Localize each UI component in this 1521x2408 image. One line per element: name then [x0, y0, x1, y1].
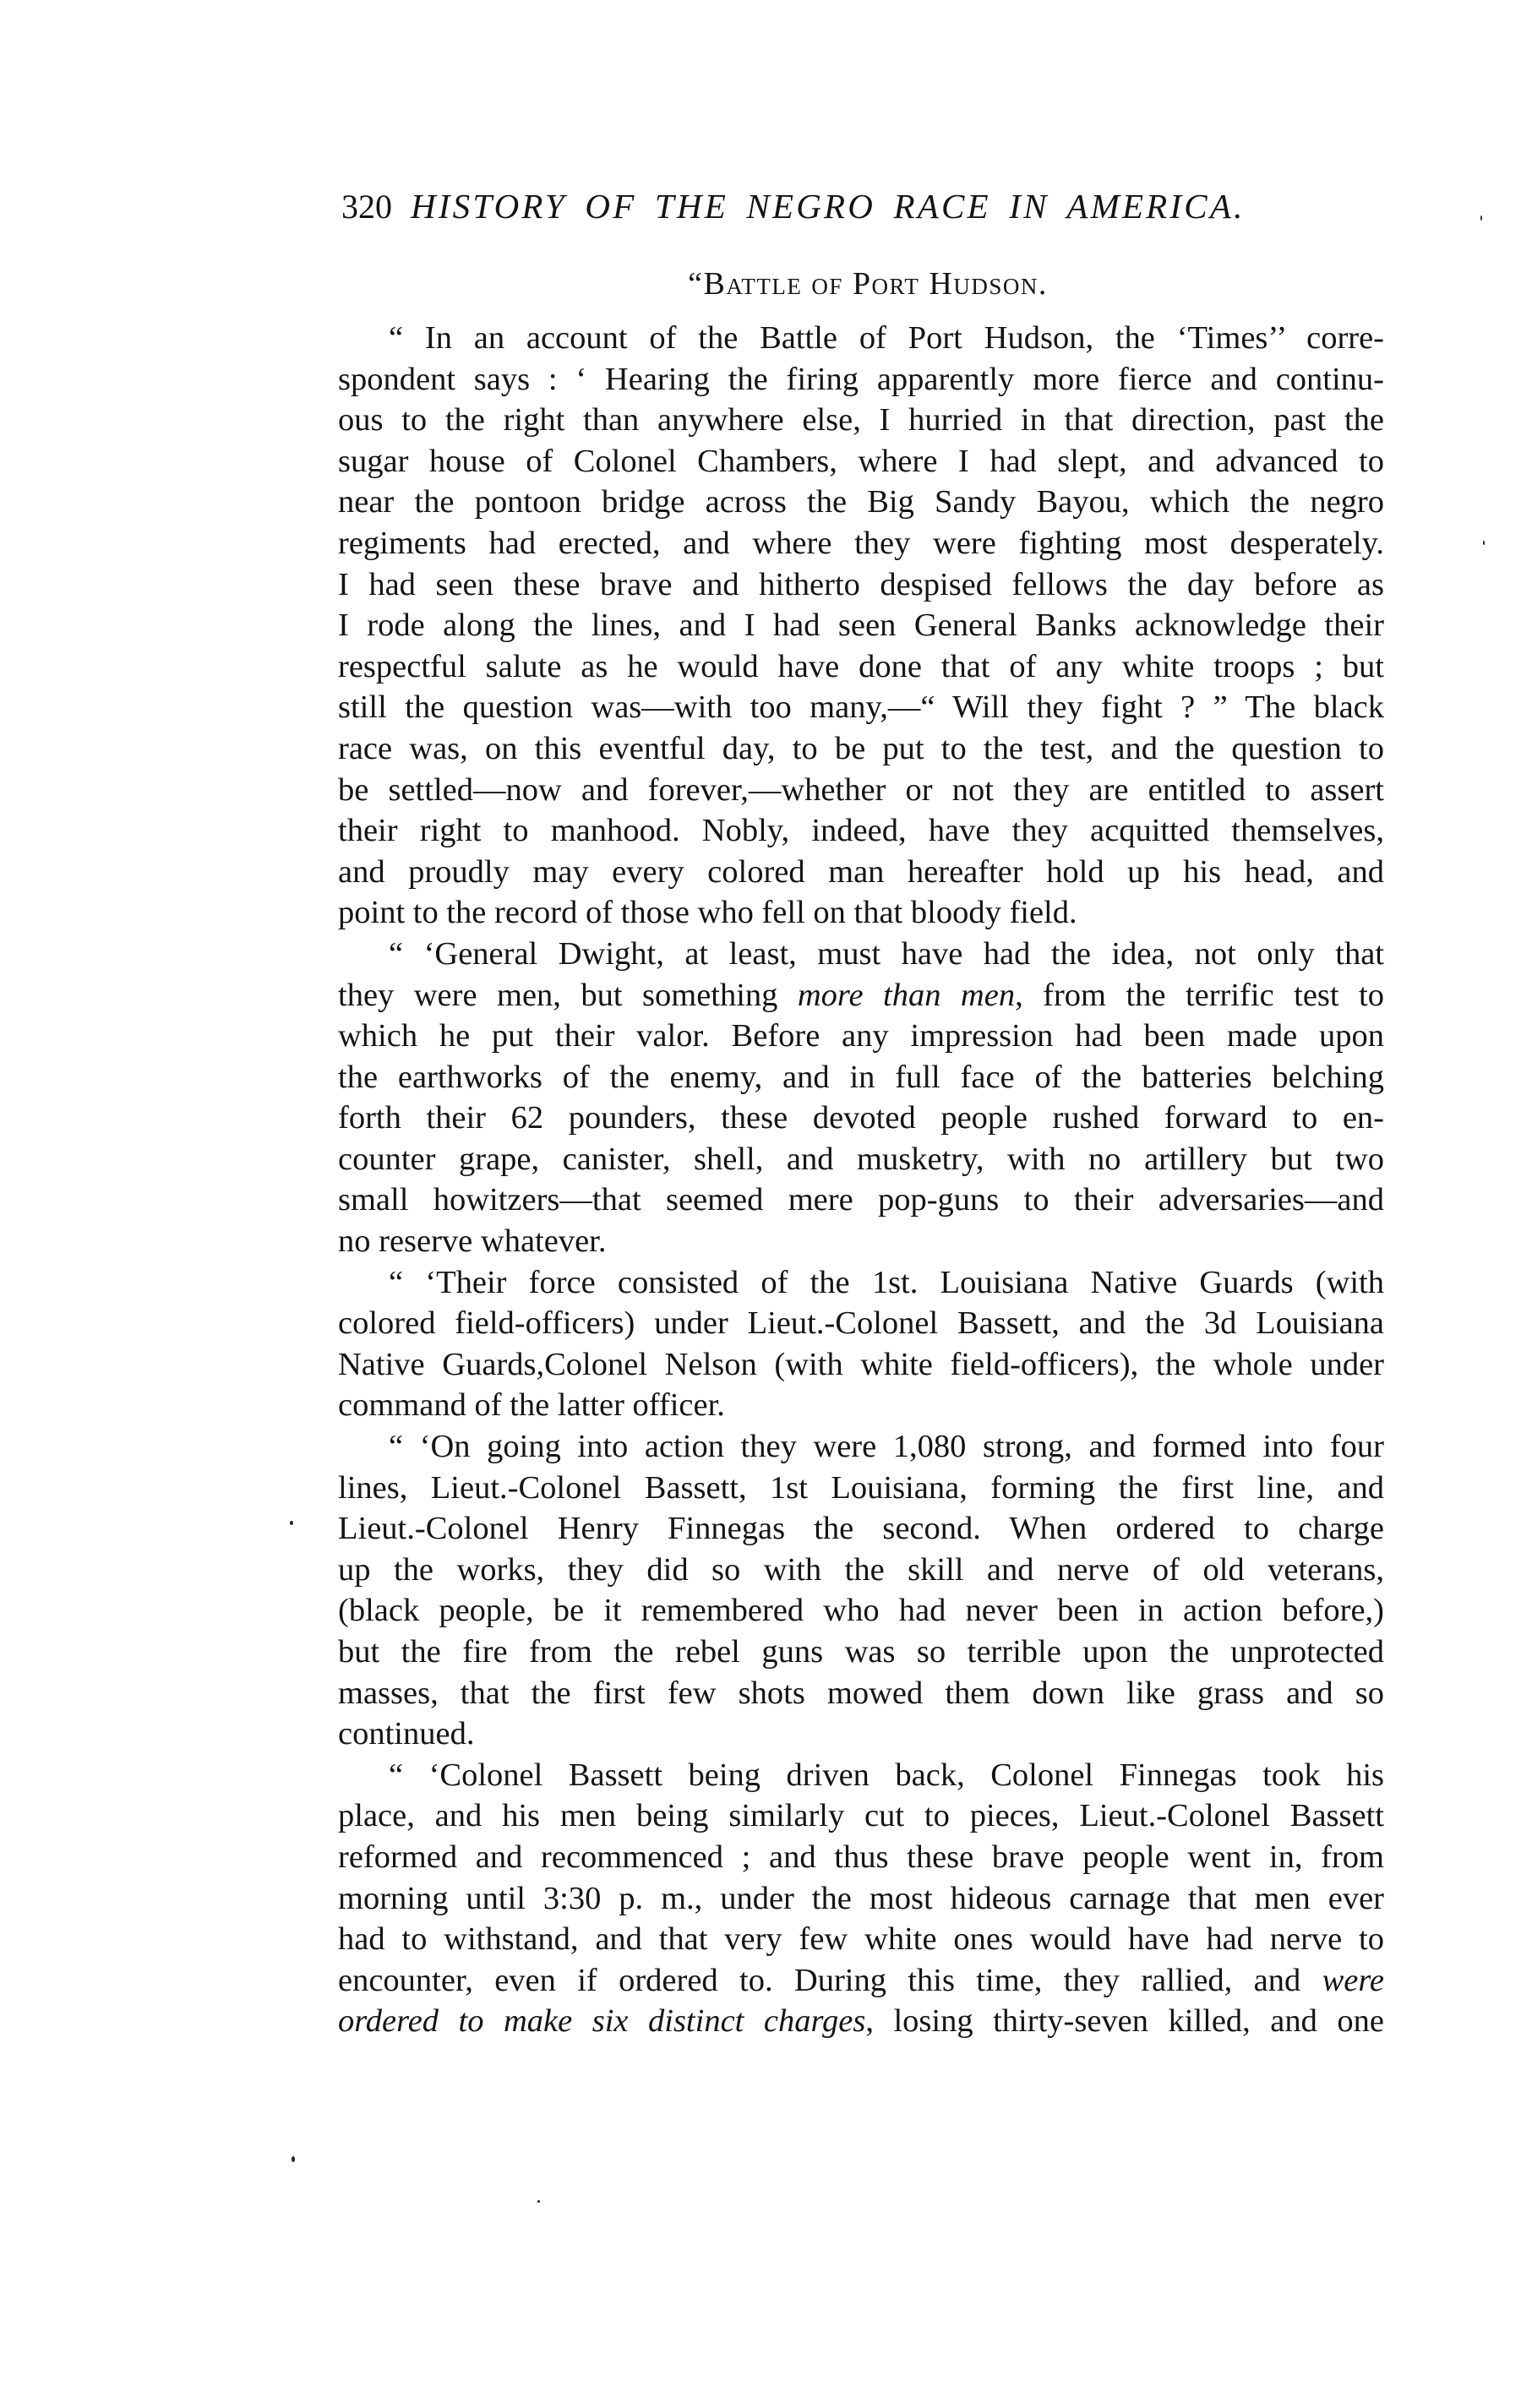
text-line: I rode along the lines, and I had seen General Banks acknowledge their: [338, 607, 1384, 644]
text-line: morning until 3:30 p. m., under the most hideous carnage that men ever: [338, 1880, 1384, 1916]
print-speck: [537, 2200, 540, 2203]
text-line: “ ‘Colonel Bassett being driven back, Colonel Finnegas took his: [389, 1757, 1384, 1793]
text-line: colored field-officers) under Lieut.-Colonel Bassett, and the 3d Louisiana: [338, 1305, 1384, 1342]
section-heading: [338, 264, 1384, 304]
print-speck: [1483, 541, 1485, 545]
text-line: their right to manhood. Nobly, indeed, have they acquitted themselves,: [338, 813, 1384, 849]
text-line: small howitzers—that seemed mere pop-guns to their adversaries—and: [338, 1182, 1384, 1218]
emphasis-run: ordered to make six distinct charges: [338, 2003, 866, 2040]
text-line: no reserve whatever.: [338, 1223, 607, 1260]
text-line: I had seen these brave and hitherto despised fellows the day before as: [338, 566, 1384, 602]
running-head: [341, 184, 1338, 228]
body-text: [338, 318, 1384, 2042]
text-run: , from the terrific test to: [1015, 977, 1384, 1013]
print-speck: [290, 1521, 293, 1525]
text-line: and proudly may every colored man hereafter hold up his head, and: [338, 853, 1384, 890]
text-line: place, and his men being similarly cut to pieces, Lieut.-Colonel Bassett: [338, 1798, 1384, 1834]
text-line: race was, on this eventful day, to be put to the test, and the question to: [338, 730, 1384, 766]
text-line: near the pontoon bridge across the Big Sandy Bayou, which the negro: [338, 484, 1384, 520]
text-line: “ ‘Their force consisted of the 1st. Louisiana Native Guards (with: [389, 1264, 1384, 1300]
text-line: reformed and recommenced ; and thus these brave people went in, from: [338, 1839, 1384, 1875]
section-heading-quote: “: [688, 266, 704, 302]
text-line: but the fire from the rebel guns was so terrible upon the unprotected: [338, 1634, 1384, 1670]
text-run: , losing thirty-seven killed, and one: [865, 2003, 1384, 2040]
text-line: “ ‘General Dwight, at least, must have had the idea, not only that: [389, 935, 1384, 972]
text-line: spondent says : ‘ Hearing the firing apparently more fierce and continu-: [338, 361, 1384, 397]
text-line: [338, 975, 1384, 1016]
running-title: HISTORY OF THE NEGRO RACE IN AMERICA.: [411, 187, 1246, 226]
emphasis-run: were: [1322, 1962, 1384, 1998]
text-run: they were men, but something: [338, 977, 798, 1013]
text-run: encounter, even if ordered to. During this time, they rallied, and: [338, 1962, 1322, 1998]
text-line: “ ‘On going into action they were 1,080 strong, and formed into four: [389, 1429, 1384, 1465]
text-line: (black people, be it remembered who had never been in action before,): [338, 1593, 1384, 1629]
text-line: had to withstand, and that very few white ones would have had nerve to: [338, 1921, 1384, 1958]
text-line: regiments had erected, and where they were fighting most desperately.: [338, 525, 1384, 561]
text-line: Lieut.-Colonel Henry Finnegas the second. When ordered to charge: [338, 1511, 1384, 1547]
text-line: [338, 1960, 1384, 2002]
print-speck: [1480, 215, 1482, 221]
page-number: 320: [341, 188, 392, 226]
text-line: lines, Lieut.-Colonel Bassett, 1st Louisiana, forming the first line, and: [338, 1469, 1384, 1506]
text-line: respectful salute as he would have done that of any white troops ; but: [338, 648, 1384, 684]
text-line: [338, 2001, 1384, 2042]
text-line: command of the latter officer.: [338, 1387, 725, 1424]
emphasis-run: more than men: [797, 977, 1016, 1013]
text-line: ous to the right than anywhere else, I hurried in that direction, past the: [338, 402, 1384, 439]
text-line: the earthworks of the enemy, and in full face of the batteries belching: [338, 1059, 1384, 1095]
text-line: point to the record of those who fell on that bloody field.: [338, 895, 1077, 931]
section-heading-text: Battle of Port Hudson.: [703, 266, 1048, 302]
text-line: Native Guards,Colonel Nelson (with white field-officers), the whole under: [338, 1346, 1384, 1382]
text-line: still the question was—with too many,—“ Will they fight ? ” The black: [338, 689, 1384, 726]
text-line: “ In an account of the Battle of Port Hudson, the ‘Times’’ corre-: [389, 320, 1384, 356]
text-line: sugar house of Colonel Chambers, where I had slept, and advanced to: [338, 443, 1384, 479]
text-line: which he put their valor. Before any impression had been made upon: [338, 1018, 1384, 1054]
text-line: counter grape, canister, shell, and musketry, with no artillery but two: [338, 1141, 1384, 1177]
print-speck: [292, 2156, 295, 2162]
text-line: masses, that the first few shots mowed them down like grass and so: [338, 1675, 1384, 1711]
text-line: forth their 62 pounders, these devoted people rushed forward to en-: [338, 1100, 1384, 1136]
text-line: be settled—now and forever,—whether or not they are entitled to assert: [338, 771, 1384, 808]
text-line: up the works, they did so with the skill and nerve of old veterans,: [338, 1551, 1384, 1588]
text-line: continued.: [338, 1716, 475, 1752]
